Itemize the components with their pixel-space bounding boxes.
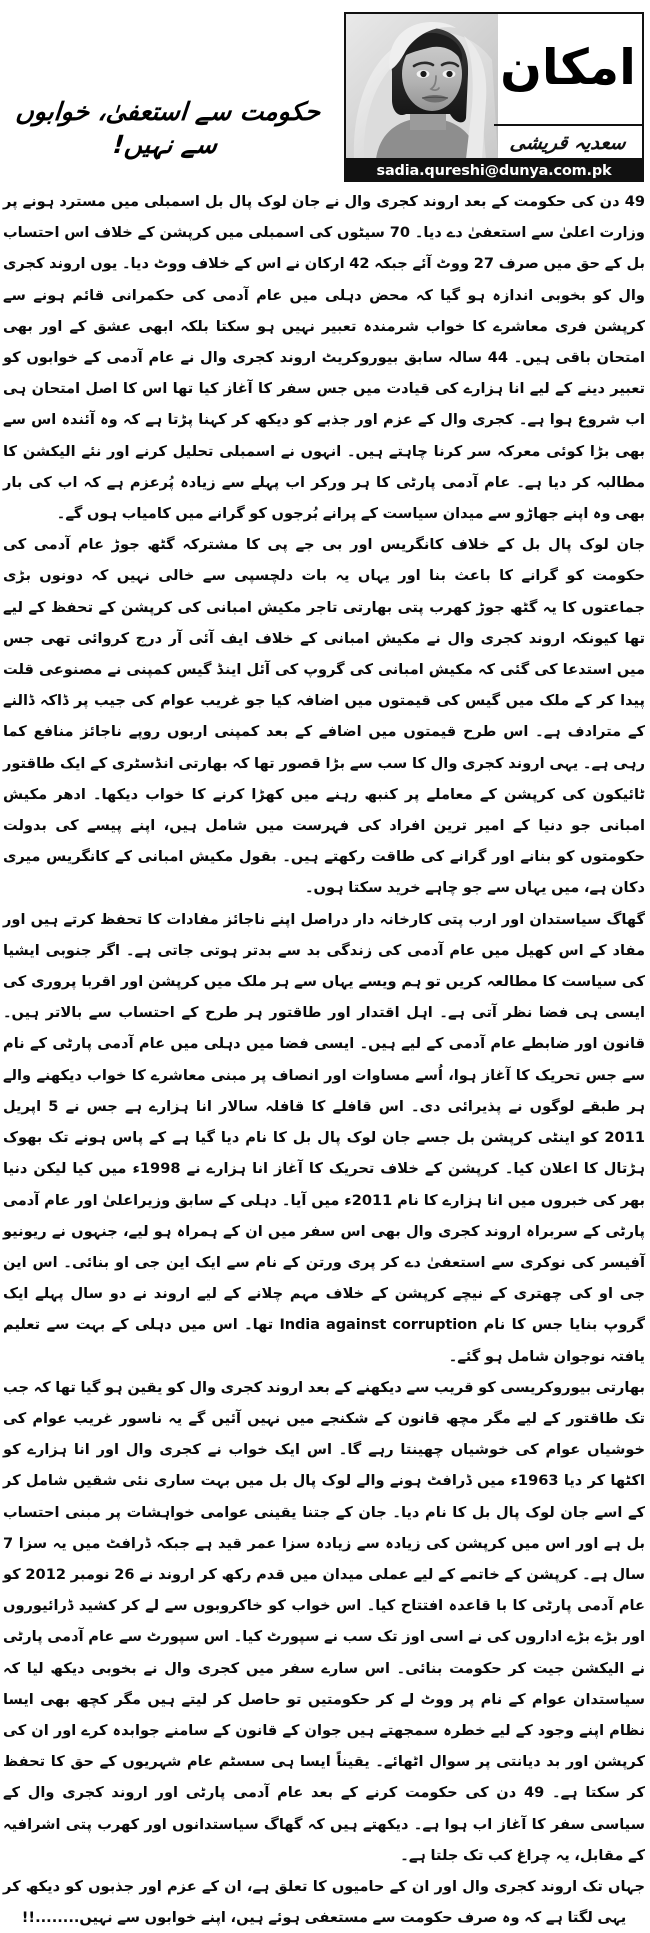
author-name-cell	[495, 126, 643, 160]
column-title-cell	[495, 14, 643, 126]
article-headline	[0, 96, 335, 161]
author-email-band	[345, 160, 645, 182]
portrait-graphic	[347, 14, 499, 159]
author-name: سعدیہ قریشی	[509, 132, 629, 154]
headline-text: حکومت سے استعفیٰ، خوابوں سے نہیں!	[15, 97, 323, 159]
article-paragraph: بھارتی بیوروکریسی کو قریب سے دیکھنے کے بعد اروند کجری وال کو یقین ہو گیا تھا کہ جب تک طاقتور کے لیے مگر مچھ قانون کے شکنجے میں نہیں آئیں گے یہ ناسور غریب عوام کی خوشیاں عوام کی خوشیاں چھینتا رہے گا۔ اس ایک خواب نے کجری وال اور انا ہزارے کو اکٹھا کر دیا 1963ء میں ڈرافٹ ہونے والے لوک پال بل میں بہت ساری نئی شقیں شامل کر کے اسے جان لوک پال بل کا نام دیا۔ جان کے جتنا یقینی عوامی خواہشات پر مبنی احتساب بل ہے اور اس میں کرپشن کی زیادہ سے زیادہ سزا عمر قید ہے جبکہ ڈرافٹ میں یہ سزا 7 سال ہے۔ کرپشن کے خاتمے کے لیے عملی میدان میں قدم رکھ کر اروند نے 26 نومبر 2012 کو عام آدمی پارٹی کا با قاعدہ افتتاح کیا۔ اس خواب کو خاکروبوں سے لے کر کشید ڈرائیوروں اور بڑے بڑے اداروں کی نے اسی اوز تک سب نے سپورٹ کیا۔ اس سپورٹ سے عام آدمی پارٹی نے الیکشن جیت کر حکومت بنائی۔ اس سارے سفر میں کجری وال نے بخوبی دیکھ لیا کہ سیاستدان عوام کے نام پر ووٹ لے کر حکومتیں تو حاصل کر لیتے ہیں مگر کچھ بھی ایسا نظام اپنے وجود کے لیے خطرہ سمجھتے ہیں جوان کے قانون کے سامنے جوابدہ کرے اور ان کی کرپشن اور بد دیانتی پر سوال اٹھائے۔ یقیناً ایسا ہی سسٹم عام شہریوں کے حق کا تحفظ کر سکتا ہے۔ 49 دن کی حکومت کرنے کے بعد عام آدمی پارٹی اور اروند کجری وال کے سیاسی سفر کا آغاز اب ہوا ہے۔ دیکھتے ہیں کہ گھاگ سیاستدانوں اور کھرب پتی اشرافیہ کے مقابل، یہ چراغ کب تک جلتا ہے۔	[4, 1378, 646, 1864]
author-portrait	[347, 14, 499, 159]
column-brand-block	[345, 12, 645, 160]
article-paragraph: گھاگ سیاستدان اور ارب پتی کارخانہ دار دراصل اپنے ناجائز مفادات کا تحفظ کرتے ہیں اور مفاد کے اس کھیل میں عام آدمی کی زندگی بد سے بدتر ہوتی جاتی ہے۔ اگر جنوبی ایشیا کی سیاست کا مطالعہ کریں تو ہم ویسے یہاں سے ہر ملک میں کرپشن اور اقربا پروری کی ایسی ہی فضا نظر آتی ہے۔ اہل اقتدار اور طاقتور ہر طرح کے احتساب سے بالاتر ہیں۔ قانون اور ضابطے عام آدمی کے لیے ہیں۔ ایسی فضا میں دہلی میں عام آدمی پارٹی کے نام سے جس تحریک کا آغاز ہوا، اُسے مساوات اور انصاف پر مبنی معاشرے کا خواب دیکھنے والے ہر طبقے لوگوں نے پذیرائی دی۔ اس قافلے کا قافلہ سالار انا ہزارے ہے جس نے 5 اپریل 2011 کو اینٹی کرپشن بل جسے جان لوک پال بل کا نام دیا گیا ہے کے پاس ہونے تک بھوک ہڑتال کا اعلان کیا۔ کرپشن کے خلاف تحریک کا آغاز انا ہزارے نے 1998ء میں کیا لیکن دنیا بھر کی خبروں میں انا ہزارے کا نام 2011ء میں آیا۔ دہلی کے سابق وزیراعلیٰ اور عام آدمی پارٹی کے سربراہ اروند کجری وال بھی اس سفر میں ان کے ہمراہ ہو لیے، جنہوں نے ریونیو آفیسر کی نوکری سے استعفیٰ دے کر پری ورتن کے نام سے ایک این جی او بنائی۔ اس این جی او کی چھتری کے نیچے کرپشن کے خلاف مہم چلانے کے لیے اروند نے دو سال پہلے ایک گروپ بنایا جس کا نام India against corruption تھا۔ اس میں دہلی کے بہت سے تعلیم یافتہ نوجوان شامل ہو گئے۔	[4, 910, 647, 1365]
author-email[interactable]: sadia.qureshi@dunya.com.pk	[377, 163, 613, 179]
column-title: امکان	[501, 38, 637, 96]
article-paragraph-closing: جہاں تک اروند کجری وال اور ان کے حامیوں کا تعلق ہے، ان کے عزم اور جذبوں کو دیکھ کر یہی لگتا ہے کہ وہ صرف حکومت سے مستعفی ہوئے ہیں، اپنے خوابوں سے نہیں........!!	[4, 1877, 646, 1927]
article-paragraph: جان لوک پال بل کے خلاف کانگریس اور بی جے پی کا مشترکہ گٹھ جوڑ عام آدمی کی حکومت کو گرانے کا باعث بنا اور یہاں یہ بات دلچسپی سے خالی نہیں کہ دونوں بڑی جماعتوں کا یہ گٹھ جوڑ کھرب پتی بھارتی تاجر مکیش امبانی کی کرپشن کے تحفظ کے لیے تھا کیونکہ اروند کجری وال نے مکیش امبانی کے خلاف ایف آئی آر درج کروائی تھی جس میں استدعا کی گئی کہ مکیش امبانی کی گروپ کی آئل اینڈ گیس کمپنی نے مصنوعی قلت پیدا کر کے ملک میں گیس کی قیمتوں میں اضافہ کیا جو غریب عوام کی جیب پر ڈاکہ ڈالنے کے مترادف ہے۔ اس طرح قیمتوں میں اضافے کے بعد کمپنی اربوں روپے ناجائز منافع کما رہی ہے۔ یہی اروند کجری وال کا سب سے بڑا قصور تھا کہ بھارتی انڈسٹری کے ایک طاقتور ٹائیکون کی کرپشن کے معاملے پر کنبھ رہنے میں کھڑا کرنے کا خواب دیکھا۔ ادھر مکیش امبانی جو دنیا کے امیر ترین افراد کی فہرست میں شامل ہیں، اپنے پیسے کی بدولت حکومتوں کو بنانے اور گرانے کی طاقت رکھتے ہیں۔ بقول مکیش امبانی کے کانگریس میری دکان ہے، میں یہاں سے جو چاہے خرید سکتا ہوں۔	[4, 536, 646, 897]
article-body	[4, 186, 646, 1933]
article-paragraph: 49 دن کی حکومت کے بعد اروند کجری وال نے جان لوک پال بل اسمبلی میں مسترد ہونے پر وزارت اعلیٰ سے استعفیٰ دے دیا۔ 70 سیٹوں کی اسمبلی میں کرپشن کے خلاف اس احتساب بل کے حق میں صرف 27 ووٹ آئے جبکہ 42 ارکان نے اس کے خلاف ووٹ دیا۔ یوں اروند کجری وال کو بخوبی اندازہ ہو گیا کہ محض دہلی میں عام آدمی کی حکمرانی قائم ہونے سے کرپشن فری معاشرے کا خواب شرمندہ تعبیر نہیں ہو سکتا بلکہ ابھی عشق کے اور بھی امتحان باقی ہیں۔ 44 سالہ سابق بیوروکریٹ اروند کجری وال نے عام آدمی کے خوابوں کو تعبیر دینے کے لیے انا ہزارے کی قیادت میں جس سفر کا آغاز کیا تھا اس کا اصل امتحان ہی اب شروع ہوا ہے۔ کجری وال کے عزم اور جذبے کو دیکھ کر کہنا پڑتا ہے کہ وہ آئندہ اس سے بھی بڑا کوئی معرکہ سر کرنا چاہتے ہیں۔ انہوں نے اسمبلی تحلیل کرنے اور نئے الیکشن کا مطالبہ کر دیا ہے۔ عام آدمی پارٹی کا ہر ورکر اب پہلے سے زیادہ پُرعزم ہے کہ اب کی بار بھی وہ اپنے جھاڑو سے میدان سیاست کے پرانے بُرجوں کو گرانے میں کامیاب ہوں گے۔	[4, 193, 647, 523]
